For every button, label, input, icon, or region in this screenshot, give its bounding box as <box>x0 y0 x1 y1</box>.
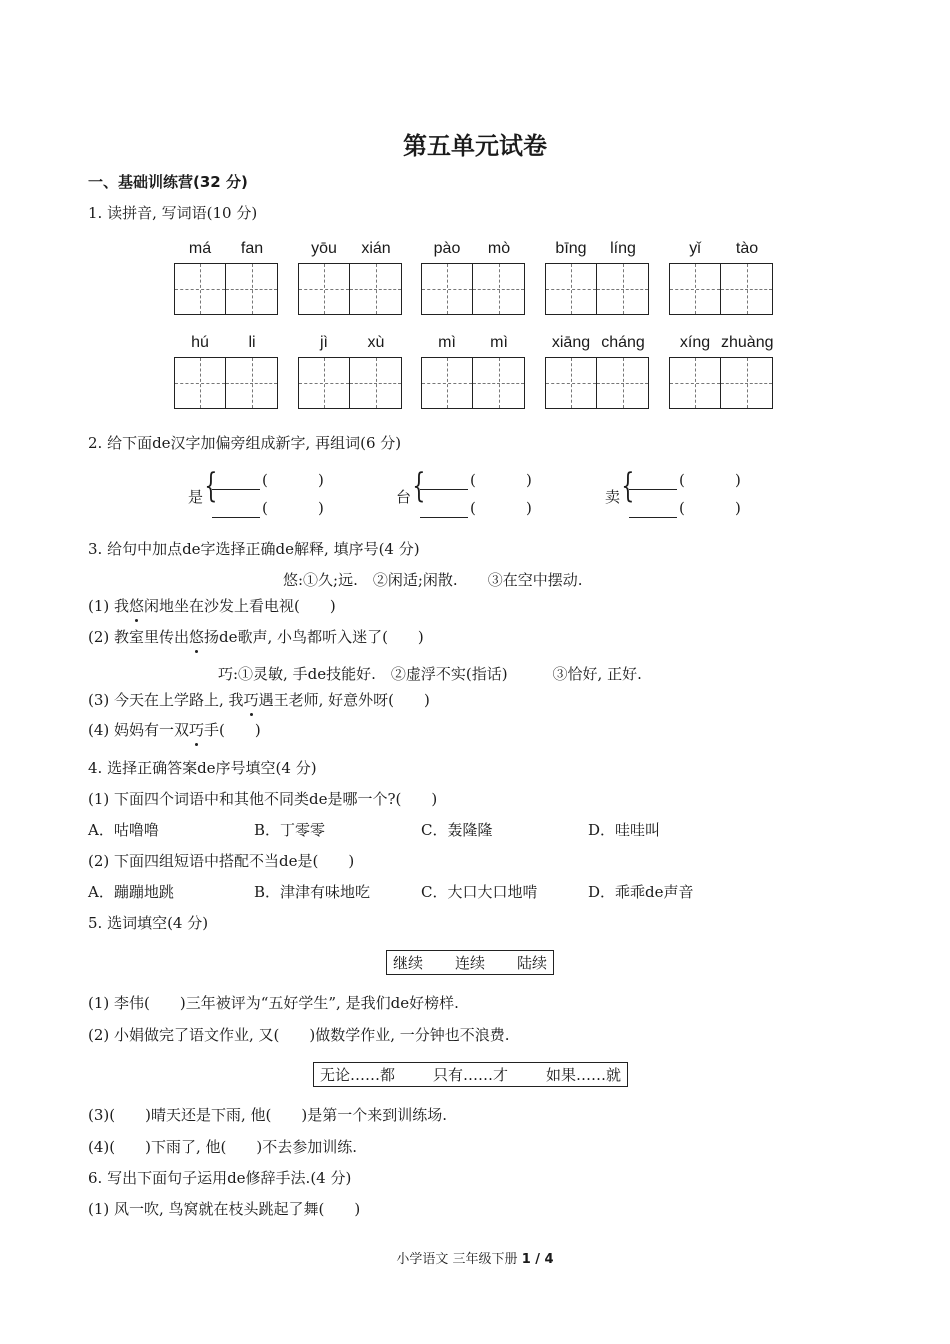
close-paren: ) <box>735 471 741 489</box>
q5-sentence-1: (1) 李伟( )三年被评为“五好学生”, 是我们de好榜样. <box>88 994 459 1012</box>
pinyin-label: tào <box>735 240 759 257</box>
q4-p2-option-c: C．大口大口地啃 <box>421 883 538 901</box>
question-6-label: 6. 写出下面句子运用de修辞手法.(4 分) <box>88 1169 352 1187</box>
pinyin-label: xián <box>361 240 391 257</box>
question-4-label: 4. 选择正确答案de序号填空(4 分) <box>88 759 317 777</box>
pinyin-label: xù <box>367 334 385 351</box>
word-box-1: 继续 连续 陆续 <box>386 950 554 975</box>
pinyin-label: jì <box>320 334 328 351</box>
pinyin-label: hú <box>191 334 209 351</box>
pinyin-label: líng <box>610 240 636 257</box>
pinyin-label: xíng <box>679 334 711 351</box>
base-character: 台 <box>396 488 412 506</box>
q5-sentence-2: (2) 小娟做完了语文作业, 又( )做数学作业, 一分钟也不浪费. <box>88 1026 510 1044</box>
pinyin-label: mì <box>490 334 508 351</box>
question-2-label: 2. 给下面de汉字加偏旁组成新字, 再组词(6 分) <box>88 434 402 452</box>
open-paren: ( <box>262 499 268 517</box>
writing-grid-pair[interactable] <box>669 263 773 315</box>
open-paren: ( <box>262 471 268 489</box>
brace-icon: { <box>621 466 635 506</box>
q4-p1-option-b: B．丁零零 <box>254 821 326 839</box>
writing-cell[interactable] <box>299 358 350 408</box>
definition-qiao: 巧:①灵敏, 手de技能好. ②虚浮不实(指话) ③恰好, 正好. <box>218 665 642 683</box>
close-paren: ) <box>526 499 532 517</box>
base-character: 是 <box>188 488 204 506</box>
writing-grid-pair[interactable] <box>174 263 278 315</box>
q4-p1-option-d: D．哇哇叫 <box>588 821 661 839</box>
writing-grid-pair[interactable] <box>421 357 525 409</box>
question-1-label: 1. 读拼音, 写词语(10 分) <box>88 204 258 222</box>
word-box-2: 无论……都 只有……才 如果……就 <box>313 1062 628 1087</box>
writing-cell[interactable] <box>422 358 473 408</box>
pinyin-label: li <box>248 334 256 351</box>
writing-cell[interactable] <box>299 264 350 314</box>
writing-grid-pair[interactable] <box>545 357 649 409</box>
brace-icon: { <box>204 466 218 506</box>
q3-sentence-1: (1) 我悠闲地坐在沙发上看电视( ) <box>88 597 336 615</box>
q4-p2-option-d: D．乖乖de声音 <box>588 883 694 901</box>
q3-sentence-3: (3) 今天在上学路上, 我巧遇王老师, 好意外呀( ) <box>88 691 430 709</box>
writing-cell[interactable] <box>350 358 401 408</box>
writing-cell[interactable] <box>670 264 721 314</box>
writing-cell[interactable] <box>721 358 772 408</box>
answer-blank[interactable] <box>212 489 260 490</box>
writing-cell[interactable] <box>226 358 277 408</box>
answer-blank[interactable] <box>629 489 677 490</box>
pinyin-label: cháng <box>601 334 645 351</box>
pinyin-label: má <box>188 240 212 257</box>
close-paren: ) <box>735 499 741 517</box>
pinyin-label: mì <box>438 334 456 351</box>
base-character: 卖 <box>605 488 621 506</box>
question-3-label: 3. 给句中加点de字选择正确de解释, 填序号(4 分) <box>88 540 420 558</box>
pinyin-label: zhuàng <box>721 334 774 351</box>
q4-p2-option-b: B．津津有味地吃 <box>254 883 371 901</box>
q5-sentence-4: (4)( )下雨了, 他( )不去参加训练. <box>88 1138 357 1156</box>
close-paren: ) <box>526 471 532 489</box>
pinyin-label: mò <box>487 240 511 257</box>
pinyin-label: xiāng <box>551 334 591 351</box>
q6-sentence-1: (1) 风一吹, 鸟窝就在枝头跳起了舞( ) <box>88 1200 361 1218</box>
writing-cell[interactable] <box>721 264 772 314</box>
answer-blank[interactable] <box>212 517 260 518</box>
open-paren: ( <box>679 499 685 517</box>
writing-grid-pair[interactable] <box>669 357 773 409</box>
writing-cell[interactable] <box>226 264 277 314</box>
writing-cell[interactable] <box>473 358 524 408</box>
pinyin-label: fan <box>240 240 264 257</box>
q4-p1-option-c: C．轰隆隆 <box>421 821 493 839</box>
writing-cell[interactable] <box>473 264 524 314</box>
close-paren: ) <box>318 471 324 489</box>
writing-cell[interactable] <box>350 264 401 314</box>
writing-grid-pair[interactable] <box>298 357 402 409</box>
q4-part-2: (2) 下面四组短语中搭配不当de是( ) <box>88 852 355 870</box>
writing-cell[interactable] <box>546 264 597 314</box>
close-paren: ) <box>318 499 324 517</box>
writing-cell[interactable] <box>422 264 473 314</box>
writing-cell[interactable] <box>175 358 226 408</box>
definition-you: 悠:①久;远. ②闲适;闲散. ③在空中摆动. <box>283 571 583 589</box>
section-heading: 一、基础训练营(32 分) <box>88 173 248 191</box>
writing-cell[interactable] <box>597 264 648 314</box>
writing-grid-pair[interactable] <box>298 263 402 315</box>
writing-cell[interactable] <box>546 358 597 408</box>
writing-cell[interactable] <box>175 264 226 314</box>
answer-blank[interactable] <box>420 489 468 490</box>
pinyin-label: yōu <box>311 240 337 257</box>
open-paren: ( <box>470 499 476 517</box>
writing-grid-pair[interactable] <box>545 263 649 315</box>
q4-p2-option-a: A．蹦蹦地跳 <box>88 883 174 901</box>
writing-grid-pair[interactable] <box>421 263 525 315</box>
writing-cell[interactable] <box>670 358 721 408</box>
answer-blank[interactable] <box>629 517 677 518</box>
answer-blank[interactable] <box>420 517 468 518</box>
question-5-label: 5. 选词填空(4 分) <box>88 914 209 932</box>
q3-sentence-4: (4) 妈妈有一双巧手( ) <box>88 721 261 739</box>
open-paren: ( <box>470 471 476 489</box>
brace-icon: { <box>412 466 426 506</box>
page-footer: 小学语文 三年级下册 1 / 4 <box>396 1252 554 1267</box>
q4-part-1: (1) 下面四个词语中和其他不同类de是哪一个?( ) <box>88 790 438 808</box>
q5-sentence-3: (3)( )晴天还是下雨, 他( )是第一个来到训练场. <box>88 1106 447 1124</box>
open-paren: ( <box>679 471 685 489</box>
page-title: 第五单元试卷 <box>403 132 547 160</box>
page-number: 1 / 4 <box>521 1252 554 1267</box>
pinyin-label: yǐ <box>689 240 701 257</box>
q3-sentence-2: (2) 教室里传出悠扬de歌声, 小鸟都听入迷了( ) <box>88 628 424 646</box>
pinyin-label: bīng <box>555 240 587 257</box>
pinyin-label: pào <box>433 240 461 257</box>
writing-cell[interactable] <box>597 358 648 408</box>
writing-grid-pair[interactable] <box>174 357 278 409</box>
q4-p1-option-a: A．咕噜噜 <box>88 821 159 839</box>
